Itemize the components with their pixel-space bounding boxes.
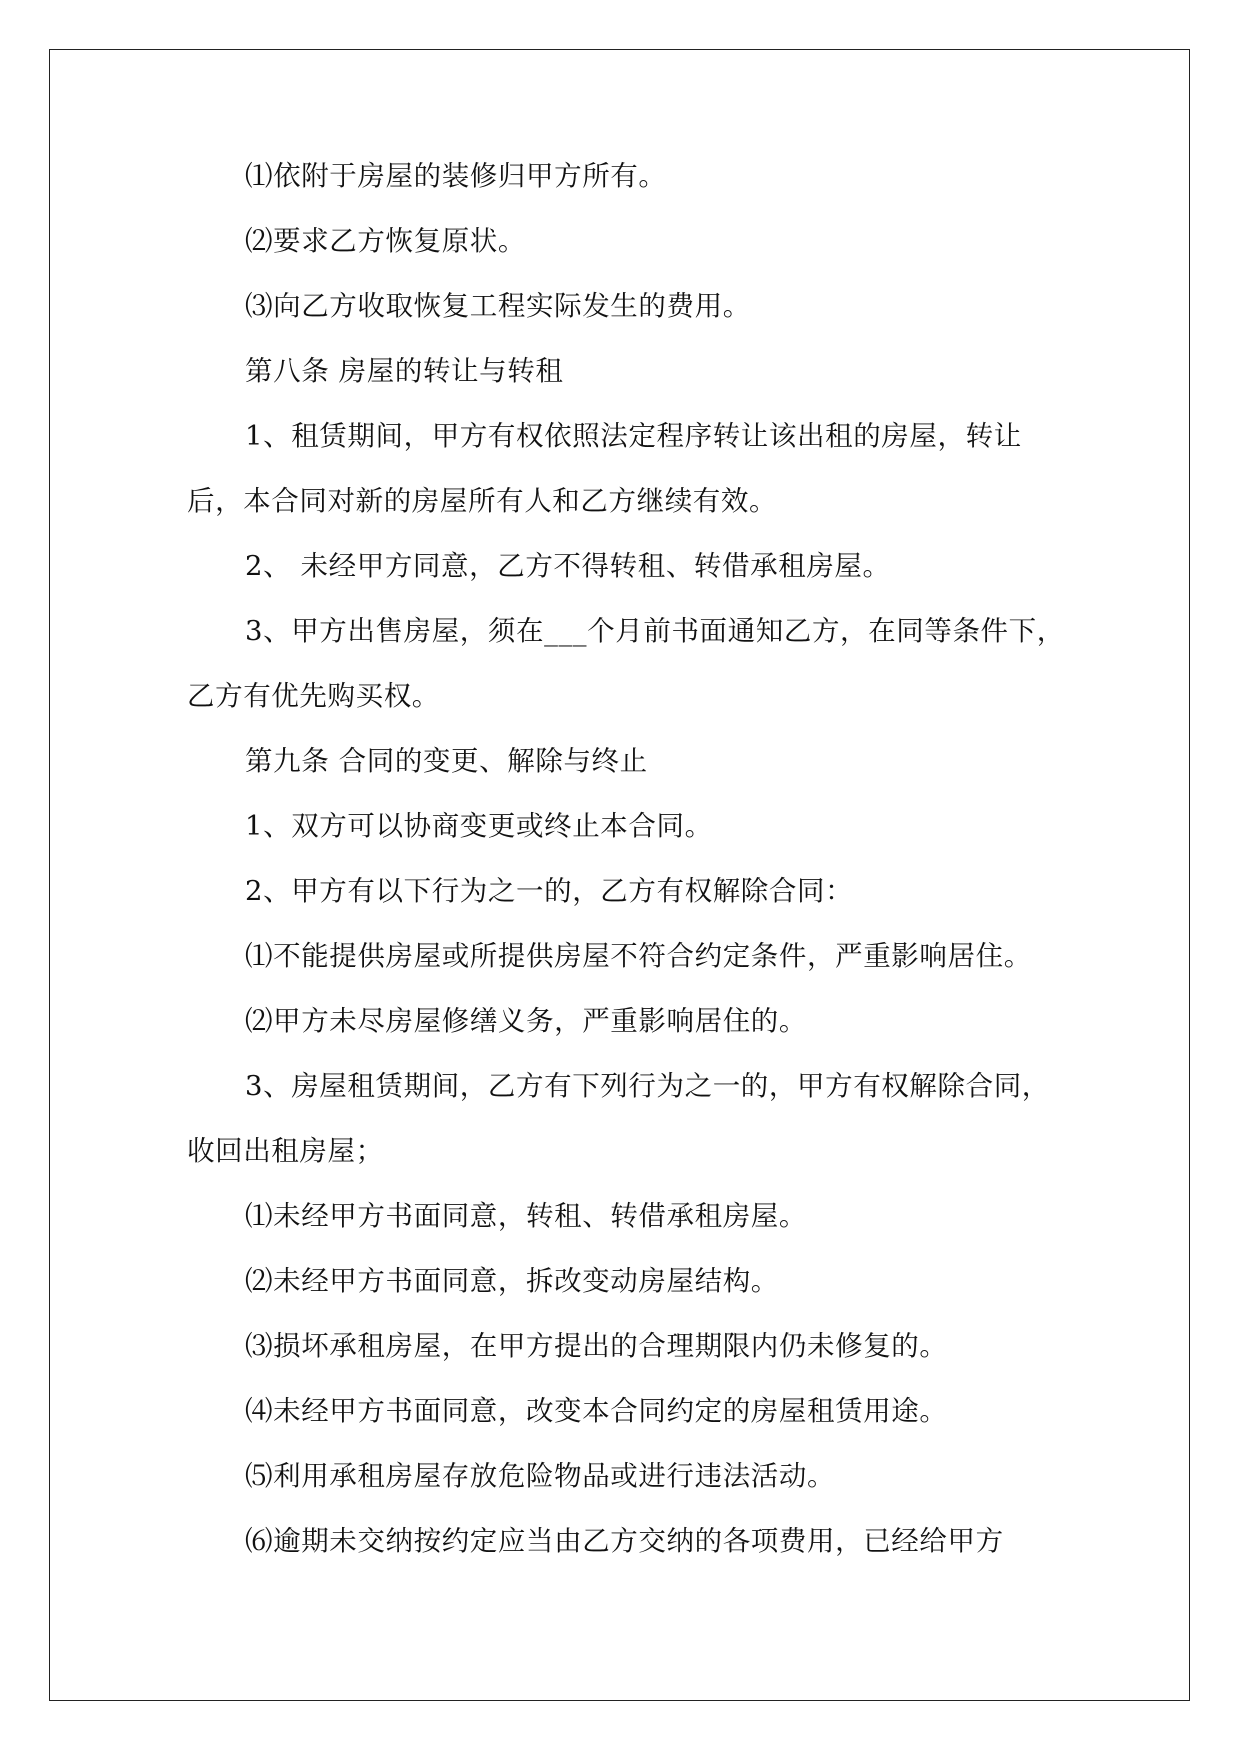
clause-line: ⑴依附于房屋的装修归甲方所有。: [245, 160, 667, 192]
clause-line: 收回出租房屋；: [187, 1135, 384, 1167]
clause-line: ⑶损坏承租房屋，在甲方提出的合理期限内仍未修复的。: [245, 1330, 948, 1362]
section-heading: 第八条 房屋的转让与转租: [245, 355, 564, 387]
section-heading: 第九条 合同的变更、解除与终止: [245, 745, 648, 777]
clause-line: ⑵未经甲方书面同意，拆改变动房屋结构。: [245, 1265, 779, 1297]
clause-line: 3、房屋租赁期间，乙方有下列行为之一的，甲方有权解除合同，: [245, 1070, 1050, 1102]
clause-line: 3、甲方出售房屋，须在___个月前书面通知乙方，在同等条件下，: [245, 615, 1065, 647]
clause-line: ⑵甲方未尽房屋修缮义务，严重影响居住的。: [245, 1005, 807, 1037]
clause-line: ⑴不能提供房屋或所提供房屋不符合约定条件，严重影响居住。: [245, 940, 1032, 972]
clause-line: ⑶向乙方收取恢复工程实际发生的费用。: [245, 290, 751, 322]
clause-line: 1、双方可以协商变更或终止本合同。: [245, 810, 713, 842]
clause-line: 1、租赁期间，甲方有权依照法定程序转让该出租的房屋，转让: [245, 420, 1022, 452]
clause-line: 2、甲方有以下行为之一的，乙方有权解除合同：: [245, 875, 854, 907]
clause-line: 乙方有优先购买权。: [187, 680, 440, 712]
clause-line: ⑷未经甲方书面同意，改变本合同约定的房屋租赁用途。: [245, 1395, 948, 1427]
clause-line: ⑴未经甲方书面同意，转租、转借承租房屋。: [245, 1200, 807, 1232]
clause-line: ⑵要求乙方恢复原状。: [245, 225, 526, 257]
clause-line: 后，本合同对新的房屋所有人和乙方继续有效。: [187, 485, 778, 517]
clause-line: ⑹逾期未交纳按约定应当由乙方交纳的各项费用，已经给甲方: [245, 1525, 1004, 1557]
clause-line: ⑸利用承租房屋存放危险物品或进行违法活动。: [245, 1460, 836, 1492]
clause-line: 2、 未经甲方同意，乙方不得转租、转借承租房屋。: [245, 550, 891, 582]
